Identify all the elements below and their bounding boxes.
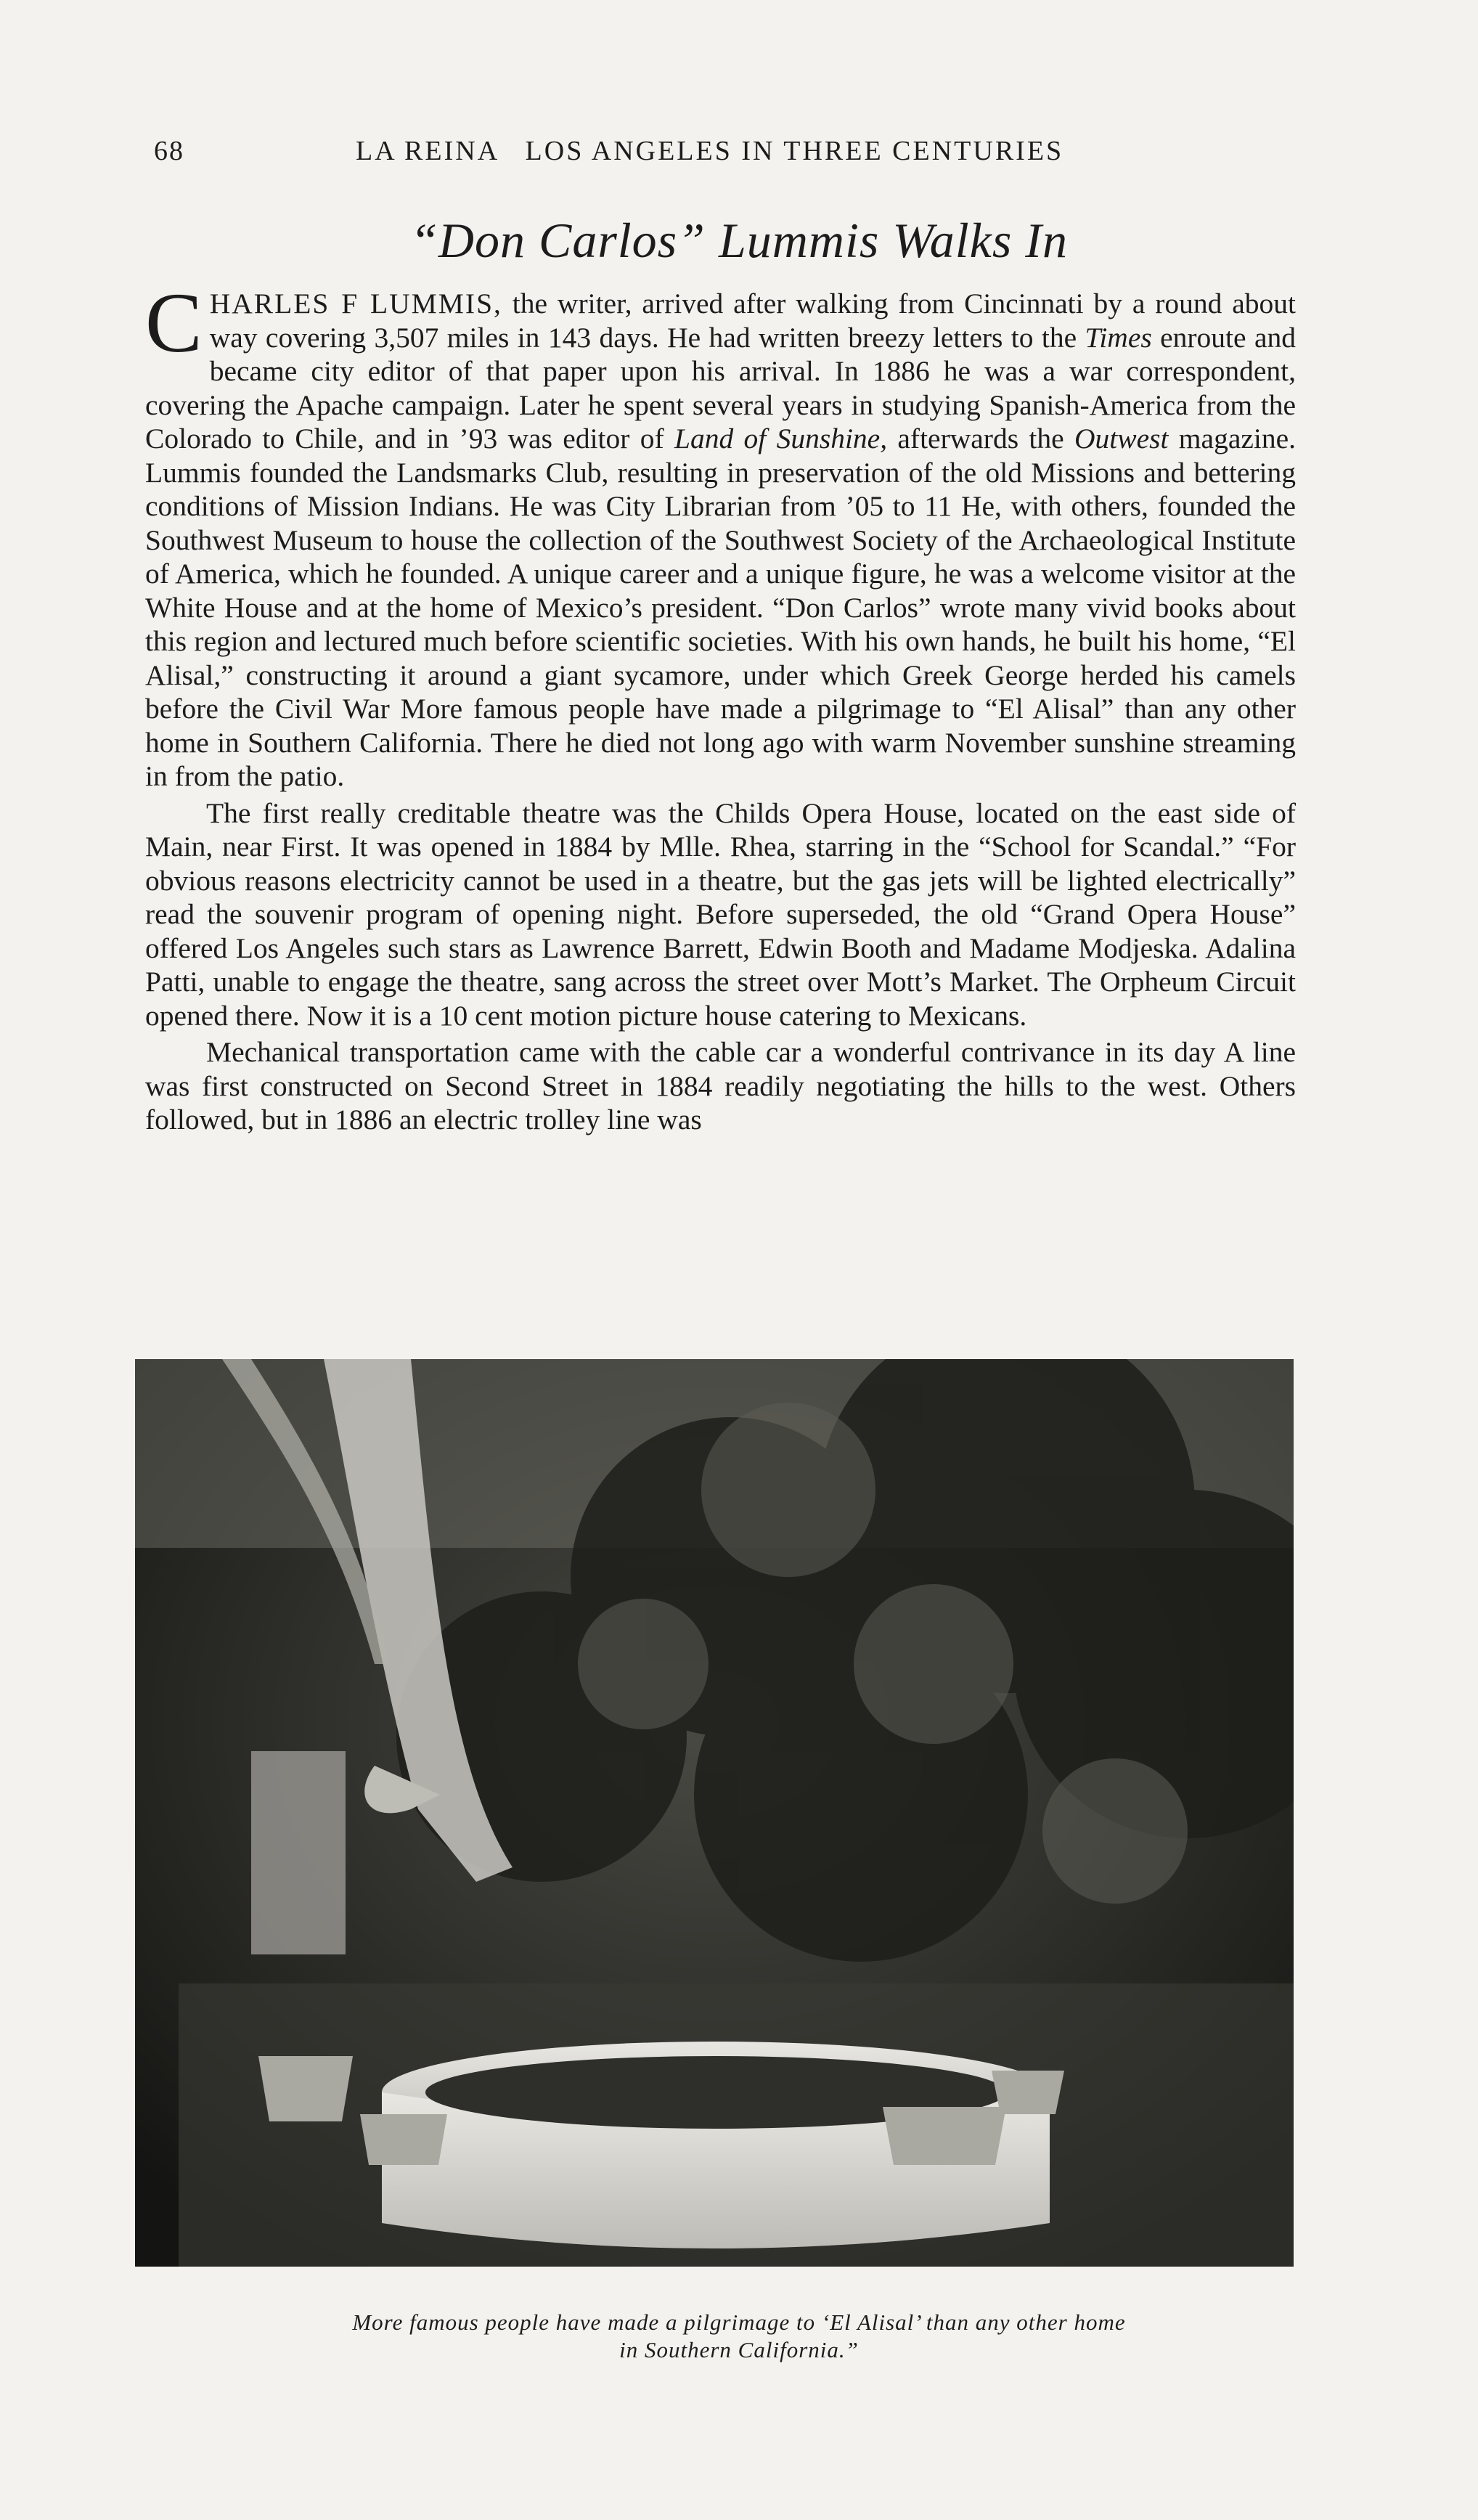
paragraph-text: the writer, arrived after walking from Cincinnati by a round about way covering 3,507 miles in 143 days. He had written breezy letters to the xyxy=(209,288,1297,354)
italic-title: Times xyxy=(1085,321,1152,354)
paragraph-1 xyxy=(145,275,1297,794)
italic-title: Outwest xyxy=(1074,423,1169,454)
garden-photograph xyxy=(135,1359,1294,2267)
caption-line: More famous people have made a pilgrimage to ‘El Alisal’ than any other home xyxy=(352,2309,1126,2335)
photo-caption xyxy=(0,2309,1478,2364)
caption-line: in Southern California.” xyxy=(619,2337,859,2362)
photo-illustration xyxy=(135,1359,1294,2267)
italic-title: Land of Sunshine, xyxy=(674,423,888,454)
paragraph-text: afterwards the xyxy=(887,423,1074,454)
article-body xyxy=(145,275,1297,1137)
paragraph-3: Mechanical transportation came with the cable car a wonderful contrivance in its day A line was first constructed on Second Street in 1884 readily negotiating the hills to the west. Others followed, but in 1886 an electric trolley line was xyxy=(145,1036,1296,1135)
running-title: LA REINA LOS ANGELES IN THREE CENTURIES xyxy=(356,136,1064,166)
drop-cap: C xyxy=(145,275,203,370)
paragraph-2: The first really creditable theatre was the Childs Opera House, located on the east side of Main, near First. It was opened in 1884 by Mlle. Rhea, starring in the “School for Scandal.” “For obvious reasons electricity cannot be used in a theatre, but the gas jets will be lighted electrically” read the souvenir program of opening night. Before superseded, the old “Grand Opera House” offered Los Angeles such stars as Lawrence Barrett, Edwin Booth and Madame Modjeska. Adalina Patti, unable to engage the theatre, sang across the street over Mott’s Market. The Orpheum Circuit opened there. Now it is a 10 cent motion picture house catering to Mexicans. xyxy=(145,796,1296,1032)
article-title: “Don Carlos” Lummis Walks In xyxy=(410,213,1068,268)
paragraph-text: magazine. Lummis founded the Landsmarks Club, resulting in preservation of the old Missions and bettering conditions of Mission Indians. He was City Librarian from ’05 to 11 He, with others, founded the Southwest Museum to house the collection of the Southwest Society of the Archaeological Institute of America, which he founded. A unique career and a unique figure, he was a welcome visitor at the White House and at the home of Mexico’s president. “Don Carlos” wrote many vivid books about this region and lectured much before scientific societies. With his own hands, he built his home, “El Alisal,” constructing it around a giant sycamore, under which Greek George herded his camels before the Civil War More famous people have made a pilgrimage to “El Alisal” than any other home in Southern California. There he died not long ago with warm November sunshine streaming in from the patio. xyxy=(145,423,1297,792)
paragraph-text: enroute and became city editor of that paper upon his arrival. In 1886 he was a war correspondent, covering the Apache campaign. Later he spent several years in studying Spanish-America from the Colorado to Chile, and in ’93 was editor of xyxy=(145,321,1296,454)
page-number: 68 xyxy=(154,136,184,166)
lead-in: HARLES F LUMMIS, xyxy=(209,288,502,319)
